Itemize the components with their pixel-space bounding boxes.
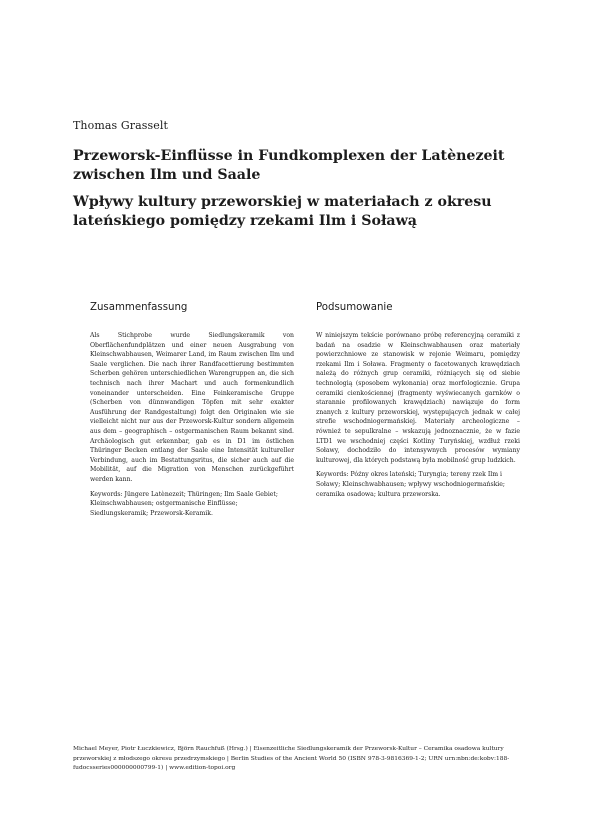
abstract-polish — [316, 302, 520, 499]
abstract-german-body: Als Stichprobe wurde Siedlungskeramik von Oberflächenfundplätzen und einer neuen Ausgrabung von Kleinschwabhausen, Weimarer Land, im Raum zwischen Ilm und Saale verglichen. Die nach ihrer Randfacettierung bestimmten Scherben gehören unterschiedlichen Warengruppen an, die sich technisch nach ihrer Machart und auch formenkundlich voneinander unterscheiden. Eine Feinkeramische Gruppe (Scherben von dünnwandigen Töpfen mit sehr exakter Ausführung der Randgestaltung) folgt den Originalen wie sie vielleicht nicht nur aus der Przeworsk-Kultur sondern allgemein aus dem – geographisch – ostgermanischen Raum bekannt sind. Archäologisch gut erkennbar, gab es in D1 im östlichen Thüringer Becken entlang der Saale eine Intensität kultureller Verbindung, auch im Bestattungsritus, die sicher auch auf die Mobilität, auf die Migration von Menschen zurückgeführt werden kann. — [90, 332, 294, 483]
abstract-german-keywords: Keywords: Jüngere Latènezeit; Thüringen; Ilm Saale Gebiet; Kleinschwabhausen; ostgermanische Einflüsse; Siedlungskeramik; Przeworsk-Keramik. — [90, 490, 278, 517]
citation-footer: Michael Meyer, Piotr Łuczkiewicz, Björn Rauchfuß (Hrsg.) | Eisenzeitliche Siedlungskeramik der Przeworsk-Kultur – Ceramika osadowa kultury przeworskiej z młodszego okresu przedrzymskiego | Berlin Studies of the Ancient World 50 (ISBN 978-3-9816369-1-2; URN urn:nbn:de:kobv:188-fudocsseries000000000799-1) | www.edition-topoi.org — [73, 746, 510, 772]
abstract-german — [90, 302, 294, 518]
abstract-german-heading: Zusammenfassung — [90, 302, 188, 313]
abstract-polish-heading: Podsumowanie — [316, 302, 393, 313]
title-german: Przeworsk-Einflüsse in Fundkomplexen der Latènezeit zwischen Ilm und Saale — [73, 148, 505, 183]
abstract-polish-keywords: Keywords: Późny okres lateński; Turyngia; tereny rzek Ilm i Soławy; Kleinschwabhausen; wpływy wschodniogermańskie; ceramika osadowa; kultura przeworska. — [316, 471, 505, 498]
author-name: Thomas Grasselt — [73, 119, 169, 132]
abstract-polish-body: W niniejszym tekście porównano próbę referencyjną ceramiki z badań na osadzie w Kleinschwabhausen oraz materiały powierzchniowe ze stanowisk w rejonie Weimaru, pomiędzy rzekami Ilm i Soława. Fragmenty o facetowanych krawędziach należą do różnych grup ceramiki, różniących się od siebie technologią (sposobem wykonania) oraz morfologicznie. Grupa ceramiki cienkościennej (fragmenty wyświecanych garnków o starannie profilowanych krawędziach) nawiązuje do form znanych z kultury przeworskiej, występujących jednak w całej strefie wschodniogermańskiej. Materiały archeologiczne – również te sepulkralne – wskazują jednoznacznie, że w fazie LTD1 we wschodniej części Kotliny Turyńskiej, wzdłuż rzeki Soławy, dochodziło do intensywnych procesów wymiany kulturowej, dla których podstawą była mobilność grup ludzkich. — [316, 332, 520, 464]
title-polish: Wpływy kultury przeworskiej w materiałach z okresu lateńskiego pomiędzy rzekami Ilm i Soławą — [73, 194, 492, 229]
